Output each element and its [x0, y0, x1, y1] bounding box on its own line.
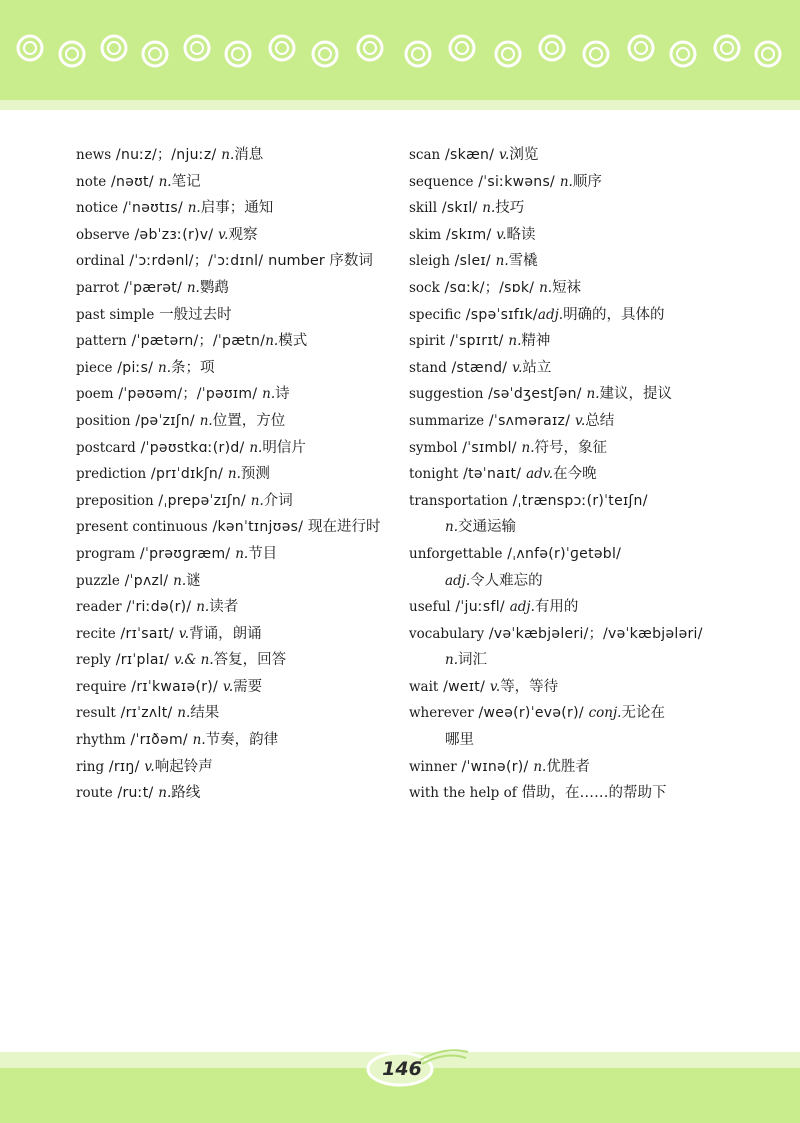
vocab-meaning: 一般过去时 [159, 306, 232, 323]
vocab-meaning: 建议，提议 [599, 386, 673, 403]
vocab-entry [76, 647, 394, 674]
vocab-meaning: 条；项 [171, 359, 215, 376]
ring-inner-icon [232, 48, 244, 60]
vocab-meaning: 观察 [228, 226, 258, 243]
ring-inner-icon [456, 42, 468, 54]
vocab-part-of-speech: v.& n. [174, 652, 214, 669]
vocab-phonetic: /əbˈzɜː(r)v/ [129, 226, 219, 243]
vocab-entry [409, 408, 794, 435]
ring-icon [60, 42, 84, 66]
vocab-entry [76, 621, 394, 648]
vocab-meaning: 略读 [506, 226, 536, 243]
vocab-part-of-speech: n. [445, 519, 458, 536]
vocab-meaning: 技巧 [495, 200, 525, 217]
vocab-meaning: 背诵，朗诵 [189, 625, 262, 642]
vocab-part-of-speech: v. [496, 226, 507, 243]
vocab-meaning: 节目 [248, 545, 278, 562]
vocab-phonetic: /rɪŋ/ [104, 758, 145, 775]
ring-inner-icon [412, 48, 424, 60]
vocab-meaning: 笔记 [171, 173, 201, 190]
vocab-word: with the help of [409, 785, 517, 802]
vocab-word: skill [409, 200, 438, 217]
vocab-word: unforgettable [409, 545, 503, 562]
vocab-meaning: 介词 [263, 492, 293, 509]
vocab-entry [409, 594, 794, 621]
vocab-part-of-speech: n. [235, 545, 249, 562]
vocab-part-of-speech: v. [178, 625, 190, 642]
vocab-part-of-speech: n. [158, 359, 172, 376]
vocab-meaning: 符号，象征 [534, 439, 608, 456]
vocab-meaning: number 序数词 [268, 253, 373, 270]
vocab-word: note [76, 173, 107, 190]
ring-inner-icon [191, 42, 203, 54]
vocab-meaning: 在今晚 [553, 466, 597, 483]
vocab-entry [409, 381, 794, 408]
vocab-part-of-speech: v. [489, 678, 501, 695]
vocab-meaning: 雪橇 [508, 253, 538, 270]
ring-inner-icon [502, 48, 514, 60]
vocab-entry [409, 674, 794, 701]
vocab-phonetic: /ˈsɪmbl/ [457, 439, 522, 456]
vocab-meaning: 鹦鹉 [199, 279, 229, 296]
vocab-word: wherever [409, 705, 474, 722]
vocab-entry [409, 514, 794, 541]
ring-inner-icon [319, 48, 331, 60]
vocab-word: past simple [76, 306, 155, 323]
vocab-word: pattern [76, 333, 127, 350]
vocab-entry [76, 408, 394, 435]
vocab-part-of-speech: n. [158, 173, 172, 190]
vocab-entry [409, 488, 794, 515]
ring-icon [496, 42, 520, 66]
vocab-entry [409, 621, 794, 648]
ring-icon [143, 42, 167, 66]
vocab-phonetic: /nuːz/；/njuːz/ [111, 147, 222, 163]
vocab-word: preposition [76, 492, 154, 509]
vocab-phonetic: /rɪˈplaɪ/ [111, 652, 175, 669]
vocab-word: puzzle [76, 572, 120, 589]
vocab-meaning: 路线 [171, 785, 201, 802]
vocab-meaning: 读者 [209, 599, 239, 616]
vocab-phonetic: /vəˈkæbjəleri/；/vəˈkæbjələri/ [484, 625, 703, 642]
vocab-meaning: 优胜者 [546, 758, 590, 775]
vocab-meaning: 总结 [585, 412, 615, 429]
vocab-word: present continuous [76, 519, 208, 536]
vocab-phonetic: /skæn/ [440, 147, 499, 163]
vocab-meaning: 现在进行时 [307, 519, 381, 536]
vocab-entry [76, 169, 394, 196]
vocab-meaning: 站立 [522, 359, 552, 376]
vocab-entry [76, 780, 394, 807]
vocab-meaning: 预测 [240, 466, 270, 483]
vocab-meaning: 浏览 [509, 147, 539, 163]
vocab-word: spirit [409, 333, 446, 350]
vocab-word: summarize [409, 412, 485, 429]
vocab-meaning: 需要 [233, 678, 263, 695]
vocab-word: prediction [76, 466, 147, 483]
ring-icon [715, 36, 739, 60]
vocab-entry [409, 195, 794, 222]
vocab-phonetic: /spəˈsɪfɪk/ [461, 306, 538, 323]
vocab-word: route [76, 785, 113, 802]
vocab-part-of-speech: n. [187, 200, 201, 217]
vocab-phonetic: /skɪl/ [437, 200, 483, 217]
vocab-word: scan [409, 147, 441, 163]
vocab-meaning: 交通运输 [458, 519, 516, 536]
vocab-entry [76, 700, 394, 727]
vocab-meaning: 精神 [521, 333, 551, 350]
ring-icon [450, 36, 474, 60]
vocab-entry [76, 435, 394, 462]
ring-icon [406, 42, 430, 66]
vocab-part-of-speech: n. [508, 333, 522, 350]
vocab-word: program [76, 545, 136, 562]
vocab-phonetic: /ˌtrænspɔː(r)ˈteɪʃn/ [507, 492, 648, 509]
ring-icon [226, 42, 250, 66]
vocab-word: observe [76, 226, 130, 243]
decorative-rings [0, 0, 800, 100]
vocab-phonetic: /ˈprəʊɡræm/ [135, 545, 236, 562]
vocab-phonetic: /ˈsiːkwəns/ [473, 173, 560, 190]
vocab-phonetic: /təˈnaɪt/ [458, 466, 527, 483]
vocab-part-of-speech: n. [533, 758, 547, 775]
vocab-part-of-speech: n. [192, 732, 206, 749]
vocab-meaning: 顺序 [572, 173, 602, 190]
vocab-meaning: 哪里 [445, 732, 474, 749]
vocab-entry [409, 328, 794, 355]
vocab-phonetic: /pəˈzɪʃn/ [130, 412, 200, 429]
vocab-meaning: 消息 [234, 147, 264, 163]
ring-icon [358, 36, 382, 60]
vocab-entry [76, 275, 394, 302]
ring-icon [313, 42, 337, 66]
vocabulary-column-right [409, 142, 794, 807]
vocab-phonetic: /ˈpærət/ [119, 279, 187, 296]
vocab-word: useful [409, 599, 451, 616]
vocab-part-of-speech: v. [512, 359, 523, 376]
vocab-phonetic: /weə(r)ˈevə(r)/ [473, 705, 589, 722]
vocab-entry [76, 727, 394, 754]
vocab-phonetic: /ˈsʌməraɪz/ [484, 412, 575, 429]
vocab-phonetic: /ˈjuːsfl/ [450, 599, 510, 616]
vocab-entry [409, 461, 794, 488]
vocab-entry [76, 381, 394, 408]
vocab-word: symbol [409, 439, 458, 456]
vocab-meaning: 模式 [278, 333, 308, 350]
vocab-part-of-speech: n. [249, 439, 263, 456]
vocab-meaning: 谜 [186, 572, 201, 589]
vocab-phonetic: /sɑːk/；/sɒk/ [439, 279, 540, 296]
vocab-word: tonight [409, 466, 459, 483]
vocab-part-of-speech: v. [222, 678, 234, 695]
vocab-word: rhythm [76, 732, 126, 749]
vocab-entry [409, 435, 794, 462]
vocab-entry [76, 461, 394, 488]
vocab-phonetic: /ˈwɪnə(r)/ [456, 758, 534, 775]
vocab-part-of-speech: n. [495, 253, 509, 270]
vocab-phonetic: /ˈpʌzl/ [119, 572, 174, 589]
vocab-word: wait [409, 678, 439, 695]
vocab-phonetic: /ˈriːdə(r)/ [121, 599, 197, 616]
vocab-phonetic: /ˌprepəˈzɪʃn/ [153, 492, 251, 509]
vocab-entry [76, 541, 394, 568]
vocab-phonetic: /weɪt/ [438, 678, 490, 695]
vocab-part-of-speech: n. [199, 412, 213, 429]
ring-inner-icon [546, 42, 558, 54]
vocab-part-of-speech: n. [177, 705, 191, 722]
vocab-phonetic: /ˈpætərn/；/ˈpætn/ [126, 333, 266, 350]
vocab-entry [409, 355, 794, 382]
vocab-entry [76, 754, 394, 781]
vocab-phonetic: /rɪˈsaɪt/ [115, 625, 179, 642]
vocab-phonetic: /skɪm/ [441, 226, 497, 243]
vocab-meaning: 词汇 [458, 652, 487, 669]
vocab-part-of-speech: v. [574, 412, 586, 429]
vocab-word: ring [76, 758, 105, 775]
vocab-word: winner [409, 758, 457, 775]
ring-inner-icon [590, 48, 602, 60]
vocab-entry [76, 222, 394, 249]
vocab-part-of-speech: n. [221, 147, 235, 163]
ring-icon [18, 36, 42, 60]
vocab-entry [76, 248, 394, 275]
vocab-word: position [76, 412, 131, 429]
vocab-part-of-speech: conj. [588, 705, 622, 722]
vocab-meaning: 启事；通知 [200, 200, 274, 217]
ring-inner-icon [276, 42, 288, 54]
vocab-phonetic: /ˈɔːrdənl/；/ˈɔːdɪnl/ [124, 253, 269, 270]
vocab-phonetic: /nəʊt/ [106, 173, 159, 190]
vocab-part-of-speech: n. [265, 333, 279, 350]
vocab-entry [409, 568, 794, 595]
vocab-part-of-speech: adj. [445, 572, 471, 589]
vocab-part-of-speech: n. [482, 200, 496, 217]
ring-inner-icon [24, 42, 36, 54]
vocab-entry [76, 302, 394, 329]
vocab-entry [76, 594, 394, 621]
vocab-word: news [76, 147, 112, 163]
ring-icon [270, 36, 294, 60]
vocab-phonetic: /sleɪ/ [449, 253, 496, 270]
vocab-meaning: 等，等待 [500, 678, 559, 695]
ring-inner-icon [762, 48, 774, 60]
ring-icon [584, 42, 608, 66]
vocab-word: recite [76, 625, 116, 642]
vocab-meaning: 节奏，韵律 [205, 732, 279, 749]
vocab-phonetic: /piːs/ [112, 359, 159, 376]
vocab-part-of-speech: n. [559, 173, 573, 190]
vocab-meaning: 短袜 [552, 279, 582, 296]
ring-inner-icon [149, 48, 161, 60]
vocab-word: sequence [409, 173, 474, 190]
ring-icon [540, 36, 564, 60]
vocab-entry [409, 169, 794, 196]
vocab-word: poem [76, 386, 114, 403]
vocab-entry [409, 780, 794, 807]
vocab-part-of-speech: n. [250, 492, 264, 509]
vocab-meaning: 答复，回答 [213, 652, 287, 669]
vocab-meaning: 无论在 [621, 705, 665, 722]
vocab-word: skim [409, 226, 442, 243]
vocab-meaning: 有用的 [534, 599, 579, 616]
vocab-word: require [76, 678, 127, 695]
vocab-part-of-speech: n. [539, 279, 553, 296]
vocab-part-of-speech: v. [499, 147, 510, 163]
vocab-word: parrot [76, 279, 120, 296]
vocab-entry [409, 754, 794, 781]
vocab-part-of-speech: adj. [537, 306, 564, 323]
vocab-phonetic: /ˈrɪðəm/ [125, 732, 193, 749]
vocab-word: transportation [409, 492, 508, 509]
vocab-meaning: 明确的，具体的 [563, 306, 665, 323]
ring-icon [185, 36, 209, 60]
vocab-phonetic: /prɪˈdɪkʃn/ [146, 466, 228, 483]
vocab-entry [76, 328, 394, 355]
vocab-meaning: 结果 [190, 705, 220, 722]
vocab-word: reply [76, 652, 112, 669]
vocab-meaning: 令人难忘的 [470, 572, 543, 589]
ring-icon [629, 36, 653, 60]
vocab-entry [76, 674, 394, 701]
vocab-part-of-speech: n. [196, 599, 210, 616]
vocab-word: vocabulary [409, 625, 485, 642]
vocab-entry [409, 541, 794, 568]
vocab-part-of-speech: adv. [526, 466, 554, 483]
ring-inner-icon [364, 42, 376, 54]
vocab-part-of-speech: v. [218, 226, 229, 243]
ring-inner-icon [66, 48, 78, 60]
vocab-part-of-speech: n. [262, 386, 276, 403]
vocab-phonetic: /stænd/ [446, 359, 513, 376]
vocab-word: sleigh [409, 253, 450, 270]
ring-icon [102, 36, 126, 60]
vocab-entry [76, 195, 394, 222]
page-number: 146 [382, 1058, 422, 1080]
vocab-entry [409, 302, 794, 329]
ring-icon [756, 42, 780, 66]
vocab-phonetic: /ˈnəʊtɪs/ [118, 200, 188, 217]
ring-inner-icon [635, 42, 647, 54]
vocab-word: stand [409, 359, 447, 376]
vocab-part-of-speech: adj. [509, 599, 535, 616]
vocab-word: sock [409, 279, 440, 296]
vocab-part-of-speech: n. [186, 279, 200, 296]
vocab-phonetic: /rɪˈkwaɪə(r)/ [126, 678, 223, 695]
vocab-entry [409, 248, 794, 275]
vocab-entry [76, 488, 394, 515]
vocab-phonetic: /kənˈtɪnjʊəs/ [207, 519, 308, 536]
vocab-entry [76, 514, 394, 541]
vocab-meaning: 响起铃声 [154, 758, 213, 775]
vocab-meaning: 借助，在……的帮助下 [521, 785, 667, 802]
ring-inner-icon [721, 42, 733, 54]
vocabulary-column-left [76, 142, 394, 807]
vocab-entry [76, 142, 394, 169]
vocab-part-of-speech: n. [158, 785, 172, 802]
vocab-part-of-speech: n. [227, 466, 241, 483]
vocab-entry [409, 222, 794, 249]
vocab-phonetic: /ˈspɪrɪt/ [445, 333, 509, 350]
vocab-word: piece [76, 359, 113, 376]
vocab-phonetic: /rɪˈzʌlt/ [115, 705, 178, 722]
vocab-entry [409, 727, 794, 754]
vocab-word: specific [409, 306, 462, 323]
vocab-entry [409, 142, 794, 169]
vocab-phonetic: /ˌʌnfə(r)ˈɡetəbl/ [502, 545, 622, 562]
vocab-meaning: 诗 [275, 386, 290, 403]
vocab-phonetic: /ˈpəʊstkɑː(r)d/ [135, 439, 250, 456]
vocab-phonetic: /ruːt/ [112, 785, 159, 802]
vocab-meaning: 位置，方位 [212, 412, 286, 429]
vocab-word: ordinal [76, 253, 125, 270]
vocab-meaning: 明信片 [262, 439, 306, 456]
vocab-part-of-speech: v. [144, 758, 155, 775]
vocab-phonetic: /ˈpəʊəm/；/ˈpəʊɪm/ [113, 386, 263, 403]
vocab-part-of-speech: n. [173, 572, 187, 589]
vocab-part-of-speech: n. [521, 439, 535, 456]
vocab-part-of-speech: n. [586, 386, 600, 403]
vocab-entry [409, 275, 794, 302]
vocab-entry [409, 700, 794, 727]
vocab-entry [76, 568, 394, 595]
vocab-word: postcard [76, 439, 136, 456]
vocab-entry [76, 355, 394, 382]
ring-icon [671, 42, 695, 66]
vocab-part-of-speech: n. [445, 652, 458, 669]
ring-inner-icon [108, 42, 120, 54]
vocab-word: reader [76, 599, 122, 616]
vocab-word: notice [76, 200, 119, 217]
vocab-word: suggestion [409, 386, 484, 403]
header-strip [0, 100, 800, 110]
vocab-entry [409, 647, 794, 674]
vocab-word: result [76, 705, 116, 722]
ring-inner-icon [677, 48, 689, 60]
vocab-phonetic: /səˈdʒestʃən/ [483, 386, 587, 403]
